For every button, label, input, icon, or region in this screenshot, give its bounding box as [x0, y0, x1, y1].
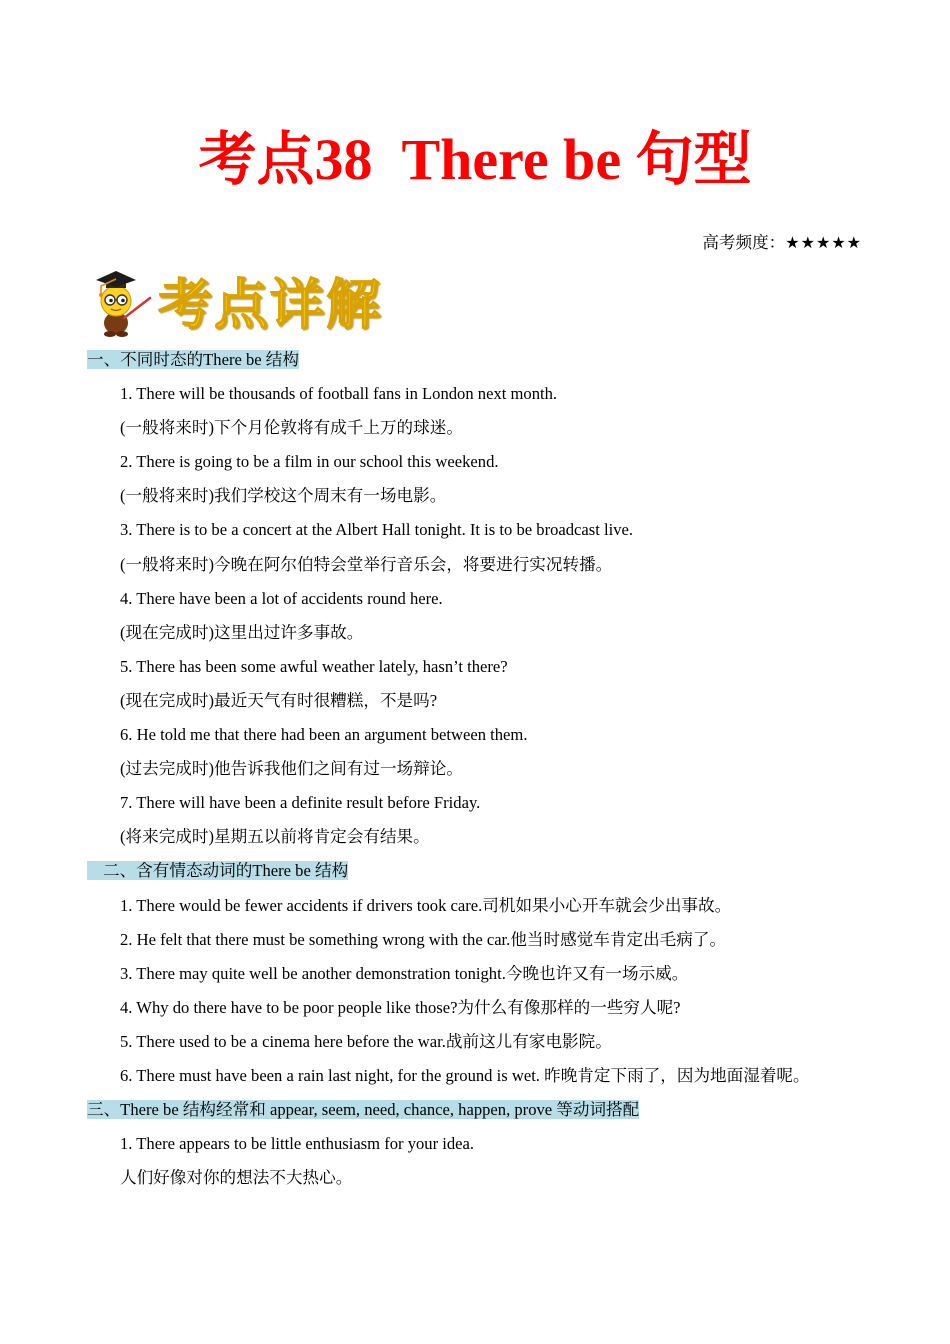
example-sentence: 5. There has been some awful weather lately, hasn’t there? — [120, 656, 508, 676]
example-sentence: 2. There is going to be a film in our school this weekend. — [120, 452, 499, 472]
example-translation: (一般将来时)下个月伦敦将有成千上万的球迷。 — [120, 418, 463, 438]
example-translation: (将来完成时)星期五以前将肯定会有结果。 — [120, 827, 430, 847]
example-translation: (一般将来时)我们学校这个周末有一场电影。 — [120, 486, 447, 506]
example-sentence: 6. There must have been a rain last night, for the ground is wet. 昨晚肯定下雨了，因为地面湿着呢。 — [120, 1065, 810, 1085]
example-sentence: 2. He felt that there must be something wrong with the car.他当时感觉车肯定出毛病了。 — [120, 929, 727, 949]
example-sentence: 4. Why do there have to be poor people like those?为什么有像那样的一些穷人呢? — [120, 997, 681, 1017]
section-heading-row — [0, 854, 950, 888]
section-logo — [86, 262, 386, 340]
example-sentence: 1. There would be fewer accidents if drivers took care.司机如果小心开车就会少出事故。 — [120, 895, 732, 915]
example-translation: (过去完成时)他告诉我他们之间有过一场辩论。 — [120, 759, 463, 779]
example-sentence: 6. He told me that there had been an argument between them. — [120, 725, 528, 745]
section-heading: 三、There be 结构经常和 appear, seem, need, chance, happen, prove 等动词搭配 — [87, 1100, 640, 1120]
example-sentence: 7. There will have been a definite result before Friday. — [120, 793, 481, 813]
page-title: 考点38 There be 句型 — [198, 127, 752, 192]
example-sentence: 3. There may quite well be another demonstration tonight.今晚也许又有一场示威。 — [120, 963, 689, 983]
example-sentence: 5. There used to be a cinema here before the war.战前这儿有家电影院。 — [120, 1031, 612, 1051]
document-body — [0, 343, 950, 1195]
frequency-label: 高考频度： — [702, 233, 786, 252]
example-sentence: 1. There will be thousands of football fans in London next month. — [120, 384, 558, 404]
example-sentence: 1. There appears to be little enthusiasm for your idea. — [120, 1134, 475, 1154]
example-translation: (现在完成时)最近天气有时很糟糕，不是吗? — [120, 690, 438, 710]
logo-title: 考点详解 — [158, 272, 382, 336]
example-translation: (一般将来时)今晚在阿尔伯特会堂举行音乐会，将要进行实况转播。 — [120, 554, 613, 574]
example-sentence: 4. There have been a lot of accidents round here. — [120, 588, 443, 608]
section-heading: 一、不同时态的There be 结构 — [87, 350, 299, 369]
example-translation: 人们好像对你的想法不大热心。 — [120, 1168, 353, 1188]
frequency-stars: ★★★★★ — [785, 233, 862, 252]
section-heading-row — [0, 1093, 950, 1127]
graduate-mascot-icon — [96, 271, 150, 337]
frequency-rating — [702, 231, 862, 255]
example-translation: (现在完成时)这里出过许多事故。 — [120, 622, 364, 642]
section-heading-row — [0, 343, 950, 377]
example-sentence: 3. There is to be a concert at the Albert Hall tonight. It is to be broadcast live. — [120, 520, 634, 540]
section-heading: 二、含有情态动词的There be 结构 — [87, 861, 348, 880]
